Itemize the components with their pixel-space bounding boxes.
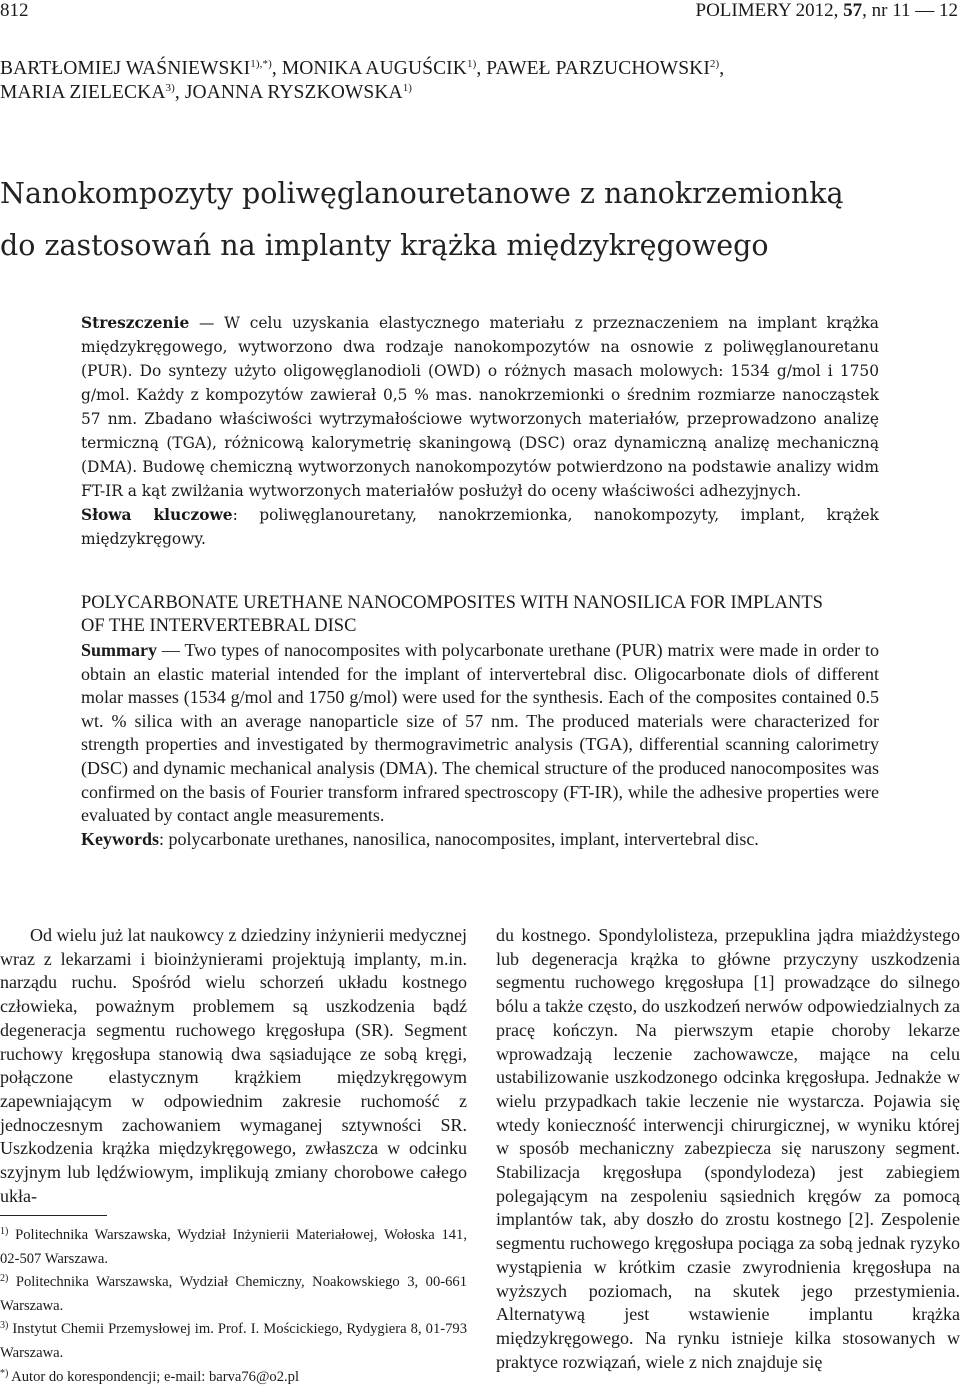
abstract-text: W celu uzyskania elastycznego materiału z przeznaczeniem na implant krążka międzykręgowego, wytworzono dwa rodzaje nanokompozytów na osnowie z poliwęglanouretanu (PUR). Do syntezy użyto oligowęglanodioli (OWD) o różnych masach molowych: 1534 g/mol i 1750 g/mol. Każdy z kompozytów zawierał 0,5 % mas. nanokrzemionki o średnim rozmiarze nanocząstek 57 nm. Zbadano właściwości wytrzymałościowe wytworzonych materiałów, przeprowadzono analizę termiczną (TGA), różnicową kalorymetrię skaningową (DSC) oraz dynamiczną analizę mechaniczną (DMA). Budowę chemiczną wytworzonych nanokompozytów potwierdzono na podstawie analizy widm FT-IR a kąt zwilżania wytworzonych materiałów posłużył do oceny właściwości adhezyjnych. — [81, 314, 879, 500]
footnotes — [0, 1224, 467, 1389]
english-title-line-1: POLYCARBONATE URETHANE NANOCOMPOSITES WITH NANOSILICA FOR IMPLANTS — [81, 593, 823, 613]
abstract-english-body — [81, 639, 879, 828]
abstract-english — [81, 639, 879, 851]
author-affiliation-mark: 1),*) — [250, 58, 272, 70]
footnote — [0, 1318, 467, 1365]
author-line-2 — [0, 81, 960, 105]
page-number: 812 — [0, 0, 29, 21]
journal-citation — [696, 0, 959, 22]
journal-volume: 57 — [843, 0, 863, 21]
footnote — [0, 1271, 467, 1318]
keywords-english — [81, 828, 879, 852]
author-affiliation-mark: 1) — [466, 58, 477, 70]
footnote — [0, 1366, 467, 1390]
footnote-text: Politechnika Warszawska, Wydział Chemiczny, Noakowskiego 3, 00-661 Warszawa. — [0, 1274, 467, 1314]
journal-name: POLIMERY 2012, — [695, 0, 839, 21]
footnote-mark: 3) — [0, 1320, 9, 1332]
article-title — [0, 168, 960, 272]
author-list — [0, 57, 960, 105]
keywords-label: Keywords — [81, 828, 159, 849]
body-column-right: du kostnego. Spondylolisteza, przepuklina jądra miażdżystego lub degeneracja krążka to główne przyczyny uszkodzenia segmentu ruchowego kręgosłupa [1] prowadzące do silnego bólu a także często, do uszkodzeń nerwów odpowiedzialnych za pracę kończyn. Na pierwszym etapie choroby lekarze wprowadzają leczenie zachowawcze, mające na celu ustabilizowanie uszkodzonego odcinka kręgosłupa. Jednakże w wielu przypadkach takie leczenie nie wystarcza. Pojawia się wtedy konieczność interwencji chirurgicznej, w wyniku której w sposób mechaniczny zabezpiecza się naruszony segment. Stabilizacja kręgosłupa (spondylodeza) jest zabiegiem polegającym na zespoleniu sąsiednich kręgów za pomocą implantów tak, aby doszło do zrostu kostnego [2]. Zespolenie segmentu ruchowego kręgosłupa pociąga za sobą jednak ryzyko wystąpienia w krótkim czasie zwyrodnienia kręgosłupa na wyższych poziomach, na skutek jego przestymienia. Alternatywą jest wstawienie implantu krążka międzykręgowego. Na rynku istnieje kilka stosowanych w praktyce rozwiązań, wiele z nich znajduje się — [496, 925, 960, 1372]
author-separator: , — [271, 58, 282, 79]
abstract-label: Streszczenie — [81, 314, 190, 332]
author-name: MONIKA AUGUŚCIK — [281, 58, 467, 79]
author-separator: , — [174, 82, 185, 103]
author-line-1 — [0, 57, 960, 81]
summary-dash: — — [157, 640, 185, 660]
title-line-1: Nanokompozyty poliwęglanouretanowe z nanokrzemionką — [0, 177, 844, 210]
body-column-left: Od wielu już lat naukowcy z dziedziny inżynierii medycznej wraz z lekarzami i bioinżynierami projektują implanty, m.in. narządu ruchu. Spośród wielu schorzeń układu kostnego człowieka, poważnym problemem są uszkodzenia bądź degeneracja segmentu ruchowego kręgosłupa (SR). Segment ruchowy kręgosłupa stanowią dwa sąsiadujące ze sobą kręgi, połączone elastycznym krążkiem międzykręgowym zapewniającym w odpowiednim zakresie ruchomość z jednoczesnym zachowaniem wymaganej sztywności SR. Uszkodzenia krążka międzykręgowego, zwłaszcza w odcinku szyjnym lub lędźwiowym, implikują zmiany chorobowe całego ukła- — [0, 925, 467, 1206]
author-affiliation-mark: 1) — [402, 82, 413, 94]
journal-issue: , nr 11 — 12 — [862, 0, 958, 21]
abstract-dash: — — [189, 314, 225, 332]
running-header — [0, 0, 960, 22]
author-name: JOANNA RYSZKOWSKA — [184, 82, 403, 103]
footnote-mark: 2) — [0, 1273, 9, 1285]
author-separator: , — [719, 58, 725, 79]
abstract-polish — [81, 311, 879, 551]
footnote — [0, 1224, 467, 1271]
footnote-text: Politechnika Warszawska, Wydział Inżynierii Materiałowej, Wołoska 141, 02-507 Warszawa. — [0, 1227, 467, 1267]
summary-label: Summary — [81, 640, 157, 660]
title-line-2: do zastosowań na implanty krążka międzykręgowego — [0, 229, 769, 262]
keywords-text: : polycarbonate urethanes, nanosilica, nanocomposites, implant, intervertebral disc. — [159, 828, 759, 849]
english-title-line-2: OF THE INTERVERTEBRAL DISC — [81, 616, 357, 636]
footnote-mark: *) — [0, 1367, 9, 1379]
footnote-mark: 1) — [0, 1226, 9, 1237]
summary-text: Two types of nanocomposites with polycarbonate urethane (PUR) matrix were made in order to obtain an elastic material intended for the implant of intervertebral disc. Oligocarbonate diols of different molar masses (1534 g/mol and 1750 g/mol) were used for the synthesis. Each of the composites contained 0.5 wt. % silica with an average nanoparticle size of 57 nm. The produced materials were characterized for strength properties and investigated by thermogravimetric analysis (TGA), differential scanning calorimetry (DSC) and dynamic mechanical analysis (DMA). The chemical structure of the produced nanocomposites was confirmed on the basis of Fourier transform infrared spectroscopy (FT-IR), while the adhesive properties were evaluated by contact angle measurements. — [81, 640, 879, 826]
author-affiliation-mark: 3) — [165, 82, 175, 94]
footnote-rule — [0, 1215, 107, 1216]
keywords-polish — [81, 503, 879, 551]
author-name: MARIA ZIELECKA — [0, 82, 166, 103]
abstract-polish-body — [81, 311, 879, 503]
keywords-label: Słowa kluczowe — [81, 506, 233, 524]
keywords-text: : poliwęglanouretany, nanokrzemionka, nanokompozyty, implant, krążek międzykręgowy. — [81, 506, 879, 548]
author-name: PAWEŁ PARZUCHOWSKI — [486, 58, 710, 79]
author-affiliation-mark: 2) — [709, 58, 720, 70]
footnote-text: Instytut Chemii Przemysłowej im. Prof. I. Mościckiego, Rydygiera 8, 01-793 Warszawa. — [0, 1321, 467, 1361]
footnote-text: Autor do korespondencji; e-mail: barva76@o2.pl — [8, 1368, 299, 1385]
author-separator: , — [476, 58, 487, 79]
author-name: BARTŁOMIEJ WAŚNIEWSKI — [0, 58, 251, 79]
english-title — [81, 592, 901, 638]
